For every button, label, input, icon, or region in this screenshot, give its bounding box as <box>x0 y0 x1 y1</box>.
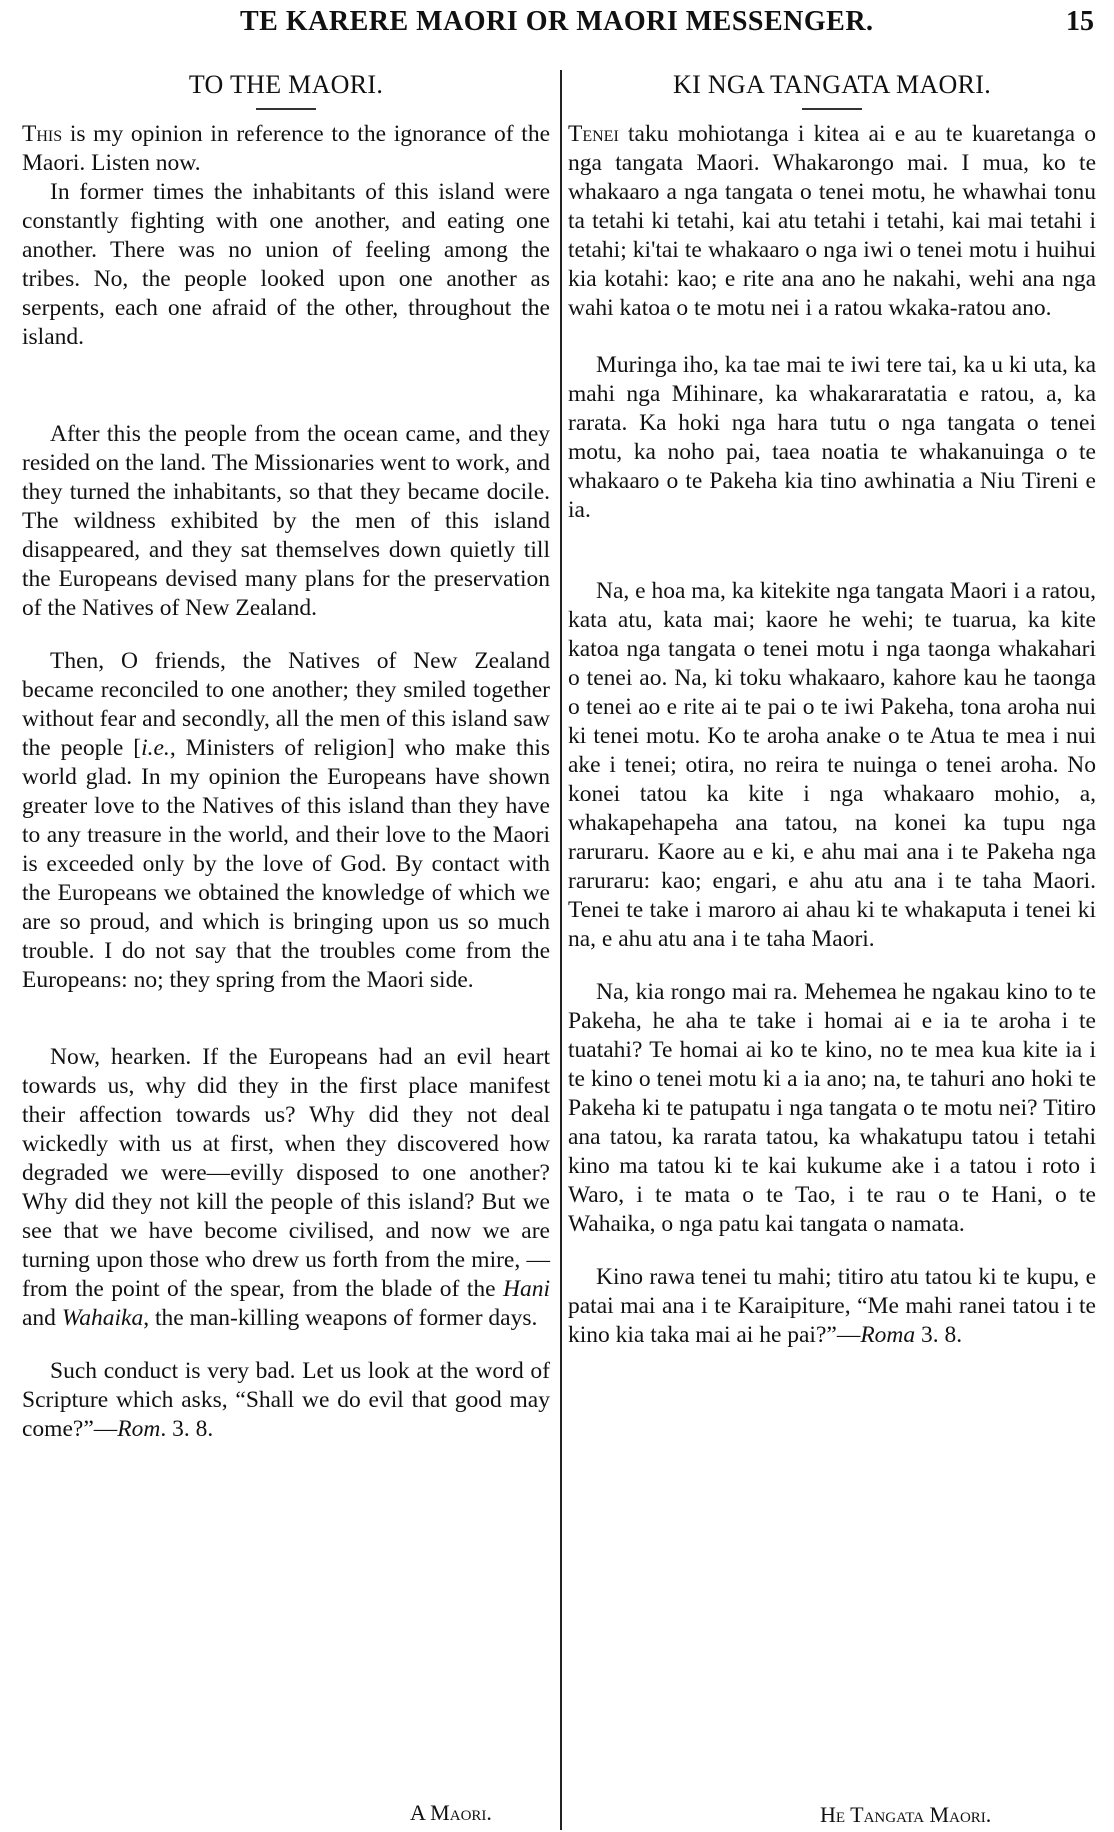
title-rule <box>256 108 316 110</box>
maori-paragraph-2: Muringa iho, ka tae mai te iwi tere tai, ka u ki uta, ka mahi nga Mihinare, ka whakararatatia e ratou, a, ka rarata. Ka hoki nga hara tutu o nga tangata o tenei motu, ka noho pai, taea noatia te whakanuinga o te whakaaro o te Pakeha kia tino awhinatia a Niu Tireni e ia. <box>568 352 1096 523</box>
english-signature: A Maori. <box>410 1800 492 1825</box>
english-paragraph-3: After this the people from the ocean came, and they resided on the land. The Missionaries went to work, and they turned the inhabitants, so that they became docile. The wildness exhibited by the men of this island disappeared, and they sat themselves down quietly till the Europeans devised many plans for the preservation of the Natives of New Zealand. <box>22 421 550 621</box>
drop-lead: This <box>22 121 63 147</box>
english-paragraph-5: Now, hearken. If the Europeans had an evil heart towards us, why did they in the first place manifest their affection towards us? Why did they not deal wickedly with us at first, when they discovered how degraded we were—evilly disposed to one another? Why did they not kill the people of this island? But we see that we have become civilised, and now we are turning upon those who drew us forth from the mire, —from the point of the spear, from the blade of the Hani and Wahaika, the man-killing weapons of former days. <box>22 1044 550 1331</box>
maori-paragraph-5: Kino rawa tenei tu mahi; titiro atu tatou ki te kupu, e patai mai ana i te Karaipiture, “Me mahi ranei tatou i te kino kia taka mai ai he pai?”—Roma 3. 8. <box>568 1264 1096 1348</box>
english-paragraph-6: Such conduct is very bad. Let us look at the word of Scripture which asks, “Shall we do evil that good may come?”—Rom. 3. 8. <box>22 1358 550 1442</box>
english-title: TO THE MAORI. <box>188 70 384 99</box>
english-paragraph-4: Then, O friends, the Natives of New Zealand became reconciled to one another; they smiled together without fear and secondly, all the men of this island saw the people [i.e., Ministers of religion] who make this world glad. In my opinion the Europeans have shown greater love to the Natives of this island than they have to any treasure in the world, and their love to the Maori is exceeded only by the love of God. By contact with the Europeans we obtained the knowledge of which we are so proud, and which is bringing upon us so much trouble. I do not say that the troubles come from the Europeans: no; they spring from the Maori side. <box>22 648 550 993</box>
maori-paragraph-4: Na, kia rongo mai ra. Mehemea he ngakau kino to te Pakeha, he aha te take i homai ai e ia te aroha i te tuatahi? Te homai ai ko te kino, no te mea kua kite ia i te kino o tenei motu ki a ia ano; na, te tahuri ano hoki te Pakeha ki te patupatu i nga tangata o te motu nei? Titiro ana tatou, ka rarata tatou, ka whakatupu tatou i tetahi kino ma tatou ki te kai kukume ake i a tatou i roto i Waro, i te mata o te Tao, i te rau o te Hani, o te Wahaika, o nga patu kai tangata o namata. <box>568 979 1096 1237</box>
running-head <box>0 6 1114 46</box>
english-paragraph-2: In former times the inhabitants of this island were constantly fighting with one another, and eating one another. There was no union of feeling among the tribes. No, the people looked upon one another as serpents, each one afraid of the other, throughout the island. <box>22 179 550 350</box>
english-column <box>22 58 550 1444</box>
page-number: 15 <box>1066 6 1094 37</box>
maori-paragraph-1: Tenei taku mohiotanga i kitea ai e au te kuaretanga o nga tangata Maori. Whakarongo mai. I mua, ko te whakaaro a nga tangata o tenei motu, he whawhai tonu ta tetahi ki tetahi, kai atu tetahi i tetahi, kai mai tetahi i tetahi; ki'tai te whakaaro o nga iwi o tenei motu i huihui kia kotahi: kao; e rite ana ano he nakahi, wehi ana nga wahi katoa o te motu nei i a ratou wkaka-ratou ano. <box>568 121 1096 321</box>
maori-paragraph-3: Na, e hoa ma, ka kitekite nga tangata Maori i a ratou, kata atu, kata mai; kaore he wehi; te tuarua, ka kite katoa nga tangata o tenei motu i nga taonga whakahari o tenei ao. Na, ki toku whakaaro, kahore kau he taonga o tenei ao e rite ai te pai o te iwi Pakeha, tona aroha nui ki tenei motu. Ko te aroha anake o te Atua te mea i nui ake i tenei; otira, no reira te nuinga o tenei aroha. No konei tatou ka kite i nga whakaaro mohio, a, whakapehapeha ana tatou, na konei ka tupu nga raruraru. Kaore au e ki, e ahu mai ana i te Pakeha nga raruraru: kao; engari, e ahu atu ana i te taha Maori. Tenei te take i maroro ai ahau ki te whakaputa i tenei ki na, e ahu atu ana i te taha Maori. <box>568 578 1096 952</box>
column-divider <box>560 70 562 1830</box>
running-title: TE KARERE MAORI OR MAORI MESSENGER. <box>240 6 874 37</box>
maori-title: KI NGA TANGATA MAORI. <box>673 70 991 99</box>
maori-signature: He Tangata Maori. <box>820 1802 992 1827</box>
drop-lead: Tenei <box>568 121 619 147</box>
english-paragraph-1: This is my opinion in reference to the ignorance of the Maori. Listen now. <box>22 121 550 176</box>
maori-column <box>568 58 1096 1350</box>
title-rule <box>802 108 862 110</box>
